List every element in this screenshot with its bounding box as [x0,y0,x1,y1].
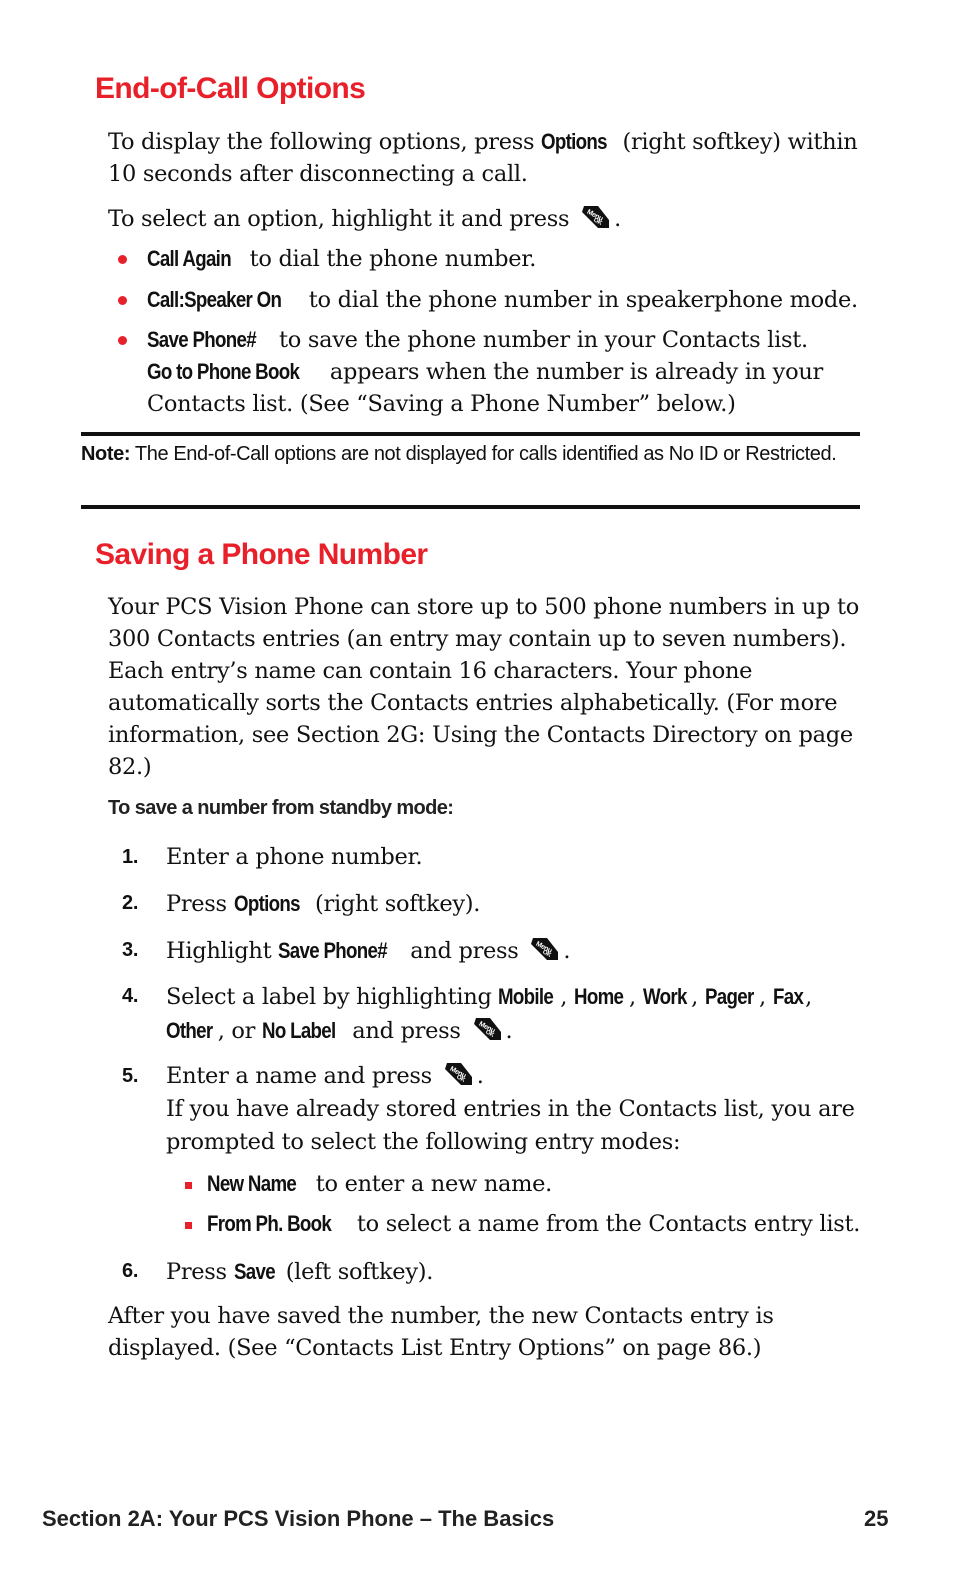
options-softkey-label: Options [541,129,607,154]
bullet-dot-icon [118,336,127,345]
procedure-heading: To save a number from standby mode: [108,797,454,819]
bullet-dot-icon [118,296,127,305]
select-paragraph: To select an option, highlight it and press . [108,203,868,235]
note-box: Note: The End-of-Call options are not displayed for calls identified as No ID or Restricted. [81,443,837,465]
section-title-saving-number: Saving a Phone Number [95,538,428,571]
note-bottom-rule [81,505,860,509]
menu-ok-key-icon [578,203,612,231]
manual-page: End-of-Call Options To display the following options, press Options (right softkey) within 10 seconds after disconnecting a call. To select an option, highlight it and press . Call Again to dial the phone number. Call:Speaker On to dial the phone number in speakerphone mode. Save Phone# to save the phone number in your Contacts list. Go to Phone Book appears when the number is already in your Contacts list. (See “Saving a Phone Number” below.) Note: The End-of-Call options are not displayed for calls identified as No ID or Restricted. Saving a Phone Number Your PCS Vision Phone can store up to 500 phone numbers in up to 300 Contacts entries (an entry may contain up to seven numbers). Each entry’s name can contain 16 characters. Your phone automatically sorts the Contacts entries alphabetically. (For more information, see Section 2G: Using the Contacts Directory on page 82.) To save a number from standby mode: 1. Enter a phone number. 2. Press Options (right softkey). 3. Highlight Save Phone# and press . 4. Select a label by highlighting Mobile , Home , Work , Pager , Fax , Other , or No Label and press . 5. Enter a name and press . If you have already stored entries in the Contacts list, you are prompted to select the following entry modes: New Name to enter a new name. From Ph. Book to select a name from the Contacts entry list. 6. Press Save (left softkey). After you have saved the number, the new Contacts entry is displayed. (See “Contacts List Entry Options” on page 86.) Section 2A: Your PCS Vision Phone – The Basics 25 [42,72,889,1531]
menu-ok-key-icon [470,1015,504,1043]
note-top-rule [81,432,860,436]
footer-section-title: Section 2A: Your PCS Vision Phone – The Basics [42,1506,555,1531]
square-bullet-icon [185,1182,192,1189]
bullet-dot-icon [118,255,127,264]
saving-intro-paragraph: Your PCS Vision Phone can store up to 500 phone numbers in up to 300 Contacts entries (an entry may contain up to seven numbers). Each entry’s name can contain 16 characters. Your phone automatically sorts the Contacts entries alphabetically. (For more information, see Section 2G: Using the Contacts Directory on page 82.) [108,594,859,780]
intro-paragraph: To display the following options, press Options (right softkey) within 10 seconds after disconnecting a call. [108,126,868,190]
menu-ok-key-icon [441,1060,475,1088]
closing-paragraph: After you have saved the number, the new Contacts entry is displayed. (See “Contacts List Entry Options” on page 86.) [108,1303,774,1361]
square-bullet-icon [185,1222,192,1229]
menu-ok-key-icon [527,935,561,963]
footer-page-number: 25 [864,1506,889,1531]
section-title-end-of-call: End-of-Call Options [95,72,366,105]
